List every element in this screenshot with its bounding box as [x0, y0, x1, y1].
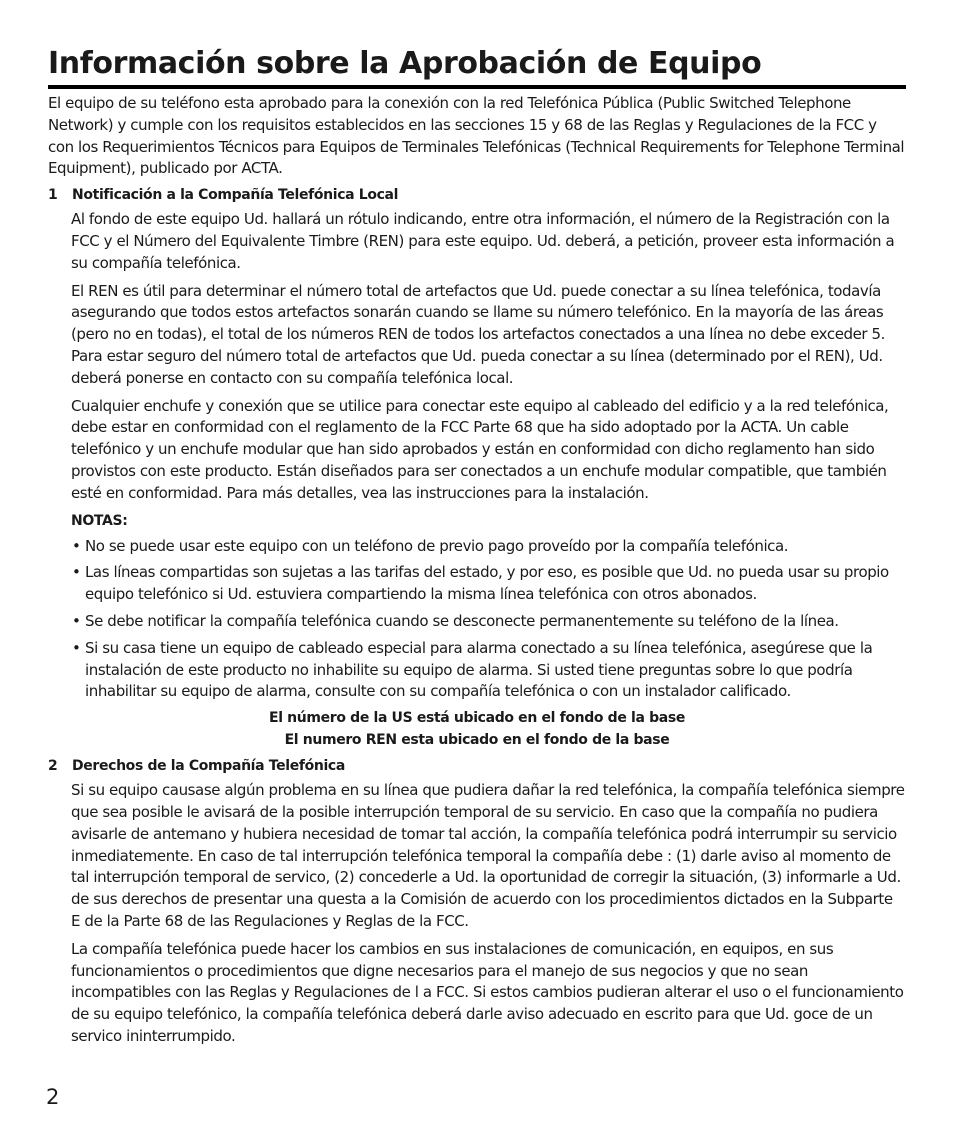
list-item [72, 638, 906, 703]
list-item [72, 562, 906, 606]
note-text: Si su casa tiene un equipo de cableado especial para alarma conectado a su línea telefónica, asegúrese que la instalación de este producto no inhabilite su equipo de alarma. Si usted tiene preguntas sobre lo que podría inhabilitar su equipo de alarma, consulte con su compañía telefónica o con un instalador calificado. [85, 638, 873, 701]
intro-paragraph: El equipo de su teléfono esta aprobado para la conexión con la red Telefónica Pública (Public Switched Telephone Network) y cumple con los requisitos establecidos en las secciones 15 y 68 de las Reglas y Regulaciones de la FCC y con los Requerimientos Técnicos para Equipos de Terminales Telefónicas (Technical Requirements for Telephone Terminal Equipment), publicado por ACTA. [48, 94, 905, 178]
notes-list [72, 536, 906, 704]
page-title: Información sobre la Aprobación de Equipo [48, 44, 906, 89]
section-1-title: Notificación a la Compañía Telefónica Local [72, 187, 399, 204]
bullet-icon: • [72, 611, 81, 630]
section-2-title: Derechos de la Compañía Telefónica [72, 758, 345, 775]
bullet-icon: • [72, 563, 81, 582]
section-1-paragraph: Al fondo de este equipo Ud. hallará un rótulo indicando, entre otra información, el número de la Registración con la FCC y el Número del Equivalente Timbre (REN) para este equipo. Ud. deberá, a petición, proveer esta información a su compañía telefónica. [71, 210, 895, 272]
section-1-heading [48, 185, 906, 205]
bullet-icon: • [72, 536, 81, 555]
section-2-heading [48, 756, 906, 776]
section-1-paragraph: El REN es útil para determinar el número total de artefactos que Ud. puede conectar a su línea telefónica, todavía asegurando que todos estos artefactos sonarán cuando se llame su número telefónico. En la mayoría de las áreas (pero no en todas), el total de los números REN de todos los artefactos conectados a una línea no debe exceder 5. Para estar seguro del número total de artefactos que Ud. pueda conectar a su línea (determinado por el REN), Ud. deberá ponerse en contacto con su compañía telefónica local. [71, 281, 885, 387]
note-text: Se debe notificar la compañía telefónica cuando se desconecte permanentemente su teléfono de la línea. [85, 611, 839, 630]
section-2-paragraph: Si su equipo causase algún problema en su línea que pudiera dañar la red telefónica, la compañía telefónica siempre que sea posible le avisará de la posible interrupción temporal de su servicio. En caso que la compañía no pudiera avisarle de antemano y hubiera necesidad de tomar tal acción, la compañía telefónica podrá interrumpir su servicio inmediatemente. En caso de tal interrupción telefónica temporal la compañía debe : (1) darle aviso al momento de tal interrupción temporal de servico, (2) concederle a Ud. la oportunidad de corregir la situación, (3) informarle a Ud. de sus derechos de presentar una questa a la Comisión de acuerdo con los procedimientos dictados en la Subparte E de la Parte 68 de las Regulaciones y Reglas de la FCC. [71, 781, 905, 930]
section-2-paragraph: La compañía telefónica puede hacer los cambios en sus instalaciones de comunicación, en equipos, en sus funcionamientos o procedimientos que digne necesarios para el manejo de sus negocios y que no sean incompatibles con las Reglas y Regulaciones de l a FCC. Si estos cambios pudieran alterar el uso o el funcionamiento de su equipo telefónico, la compañía telefónica deberá darle aviso adecuado en escrito para que Ud. goce de un servico ininterrumpido. [71, 939, 904, 1045]
list-item [72, 611, 906, 633]
section-2-number: 2 [48, 758, 58, 775]
section-1-paragraph: Cualquier enchufe y conexión que se utilice para conectar este equipo al cableado del edificio y a la red telefónica, debe estar en conformidad con el reglamento de la FCC Parte 68 que ha sido adoptado por la ACTA. Un cable telefónico y un enchufe modular que han sido aprobados y están en conformidad con dicho reglamento han sido provistos con este producto. Están diseñados para ser conectados a un enchufe modular compatible, que también esté en conformidad. Para más detalles, vea las instrucciones para la instalación. [71, 396, 889, 502]
section-1-number: 1 [48, 187, 58, 204]
document-page [48, 44, 906, 1048]
us-number-location: El número de la US está ubicado en el fondo de la base [269, 710, 685, 727]
note-text: No se puede usar este equipo con un teléfono de previo pago proveído por la compañía telefónica. [85, 536, 789, 555]
bullet-icon: • [72, 638, 81, 657]
notes-heading: NOTAS: [71, 512, 128, 529]
list-item [72, 536, 906, 558]
ren-number-location: El numero REN esta ubicado en el fondo de la base [284, 731, 670, 748]
note-text: Las líneas compartidas son sujetas a las tarifas del estado, y por eso, es posible que Ud. no pueda usar su propio equipo telefónico si Ud. estuviera compartiendo la misma línea telefónica con otros abonados. [85, 563, 889, 604]
page-number: 2 [46, 1085, 60, 1109]
